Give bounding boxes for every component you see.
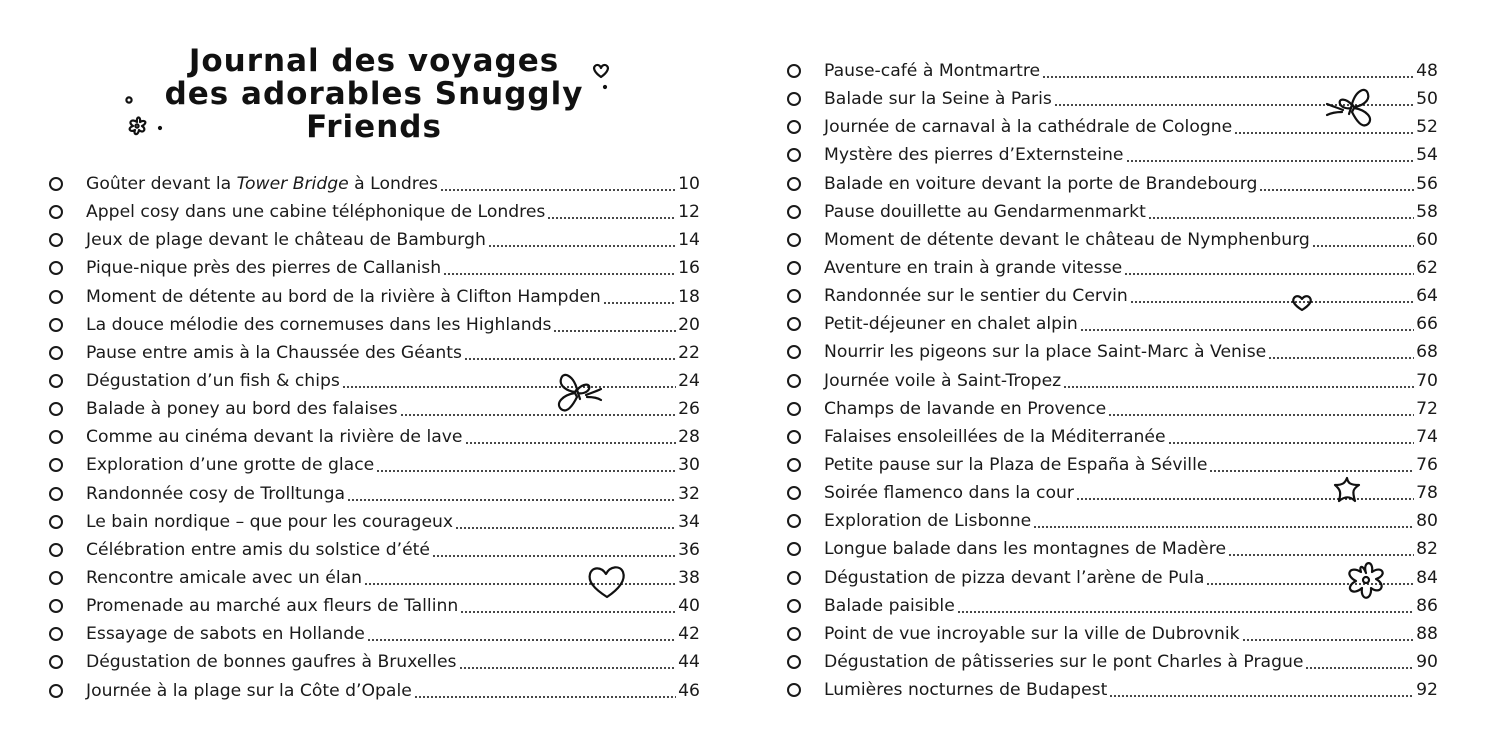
checkbox-circle[interactable]: [49, 458, 63, 472]
dot-leader: [376, 470, 676, 472]
entry-title: Promenade au marché aux fleurs de Tallinn: [86, 596, 459, 617]
page-number: 28: [678, 427, 700, 448]
page-number: 92: [1416, 680, 1438, 701]
entry-title: Journée voile à Saint-Tropez: [824, 370, 1062, 391]
toc-entry: [44, 536, 700, 564]
dot-leader: [364, 583, 676, 585]
page-number: 44: [678, 652, 700, 673]
checkbox-circle[interactable]: [787, 64, 801, 78]
entry-title: Moment de détente devant le château de Nymphenburg: [824, 229, 1310, 250]
page-number: 30: [678, 455, 700, 476]
toc-entry: [782, 507, 1438, 535]
checkbox-circle[interactable]: [787, 233, 801, 247]
checkbox-circle[interactable]: [787, 571, 801, 585]
entry-title: Goûter devant la Tower Bridge à Londres: [86, 174, 438, 195]
dot-leader: [1259, 189, 1414, 191]
checkbox-circle[interactable]: [49, 487, 63, 501]
toc-entry: [782, 226, 1438, 254]
dot-leader: [414, 696, 676, 698]
page-number: 24: [678, 371, 700, 392]
checkbox-circle[interactable]: [787, 514, 801, 528]
dot-leader: [1109, 695, 1414, 697]
page-number: 90: [1416, 652, 1438, 673]
entry-title: Dégustation de pâtisseries sur le pont Charles à Prague: [824, 652, 1304, 673]
entry-title: Soirée flamenco dans la cour: [824, 483, 1074, 504]
dot-leader: [342, 386, 676, 388]
entry-title: Petite pause sur la Plaza de España à Séville: [824, 455, 1208, 476]
toc-entry: [782, 648, 1438, 676]
toc-entry: [44, 677, 700, 705]
dot-leader: [547, 217, 676, 219]
page-number: 18: [678, 286, 700, 307]
page-number: 68: [1416, 342, 1438, 363]
dot-leader: [553, 330, 676, 332]
entry-title: Dégustation de bonnes gaufres à Bruxelles: [86, 652, 457, 673]
small-flower-icon: [124, 114, 150, 138]
dot-leader: [1242, 639, 1415, 641]
dot-leader: [1124, 273, 1414, 275]
page-number: 22: [678, 342, 700, 363]
checkbox-circle[interactable]: [787, 542, 801, 556]
checkbox-circle[interactable]: [49, 177, 63, 191]
entry-title: Journée de carnaval à la cathédrale de Cologne: [824, 117, 1233, 138]
dot-leader: [1305, 667, 1414, 669]
dot-leader: [440, 189, 676, 191]
toc-entry: [782, 620, 1438, 648]
toc-entry: [44, 226, 700, 254]
title-line-2: des adorables Snuggly: [164, 76, 584, 112]
entry-title: Pique-nique près des pierres de Callanish: [86, 258, 442, 279]
dot-leader: [367, 639, 676, 641]
entry-title: La douce mélodie des cornemuses dans les Highlands: [86, 314, 552, 335]
page-number: 86: [1416, 595, 1438, 616]
checkbox-circle[interactable]: [49, 346, 63, 360]
toc-entry: [44, 508, 700, 536]
title-line-3: Friends: [306, 109, 442, 145]
page-number: 32: [678, 483, 700, 504]
dot-leader: [347, 499, 676, 501]
checkbox-circle[interactable]: [787, 148, 801, 162]
entry-title: Mystère des pierres d’Externsteine: [824, 145, 1124, 166]
checkbox-circle[interactable]: [787, 205, 801, 219]
entry-title: Rencontre amicale avec un élan: [86, 568, 363, 589]
checkbox-circle[interactable]: [787, 599, 801, 613]
entry-title: Jeux de plage devant le château de Bamburgh: [86, 230, 486, 251]
page-number: 10: [678, 174, 700, 195]
dot-leader: [459, 667, 677, 669]
entry-title: Pause-café à Montmartre: [824, 61, 1041, 82]
toc-entry: [782, 367, 1438, 395]
page-number: 88: [1416, 623, 1438, 644]
checkbox-circle[interactable]: [49, 543, 63, 557]
entry-title: Petit-déjeuner en chalet alpin: [824, 314, 1078, 335]
toc-entry: [782, 170, 1438, 198]
checkbox-circle[interactable]: [787, 120, 801, 134]
toc-list-left: [44, 170, 700, 705]
checkbox-circle[interactable]: [787, 683, 801, 697]
checkbox-circle[interactable]: [49, 655, 63, 669]
checkbox-circle[interactable]: [787, 458, 801, 472]
checkbox-circle[interactable]: [49, 599, 63, 613]
entry-title: Dégustation d’un fish & chips: [86, 371, 340, 392]
toc-entry: [44, 311, 700, 339]
page-number: 36: [678, 539, 700, 560]
page-number: 82: [1416, 539, 1438, 560]
checkbox-circle[interactable]: [49, 402, 63, 416]
heart-icon: [585, 563, 629, 601]
checkbox-circle[interactable]: [787, 345, 801, 359]
dot-leader: [1076, 498, 1414, 500]
heart-icon: [1290, 293, 1314, 313]
checkbox-circle[interactable]: [49, 627, 63, 641]
toc-entry: [44, 451, 700, 479]
entry-title: Comme au cinéma devant la rivière de lave: [86, 427, 463, 448]
entry-title: Essayage de sabots en Hollande: [86, 624, 365, 645]
flower-icon: [1342, 557, 1390, 605]
page-number: 84: [1416, 567, 1438, 588]
page-number: 42: [678, 624, 700, 645]
small-heart-icon: [591, 62, 611, 80]
toc-entry: [782, 310, 1438, 338]
entry-title: Pause entre amis à la Chaussée des Géants: [86, 342, 462, 363]
toc-entry: [782, 198, 1438, 226]
page-number: 48: [1416, 61, 1438, 82]
dot-icon: [157, 125, 163, 131]
page-number: 50: [1416, 89, 1438, 110]
checkbox-circle[interactable]: [787, 655, 801, 669]
entry-title: Randonnée cosy de Trolltunga: [86, 483, 346, 504]
page-number: 78: [1416, 483, 1438, 504]
page-number: 14: [678, 230, 700, 251]
entry-title: Randonnée sur le sentier du Cervin: [824, 286, 1128, 307]
butterfly-icon: [553, 369, 605, 417]
checkbox-circle[interactable]: [787, 317, 801, 331]
page-number: 46: [678, 680, 700, 701]
toc-entry: [44, 648, 700, 676]
page-number: 70: [1416, 370, 1438, 391]
checkbox-circle[interactable]: [49, 374, 63, 388]
entry-title: Balade paisible: [824, 595, 955, 616]
page-number: 40: [678, 596, 700, 617]
toc-entry: [782, 141, 1438, 169]
page-number: 34: [678, 511, 700, 532]
checkbox-circle[interactable]: [787, 430, 801, 444]
page-number: 20: [678, 314, 700, 335]
page-number: 60: [1416, 229, 1438, 250]
entry-title: Journée à la plage sur la Côte d’Opale: [86, 680, 412, 701]
dot-leader: [1209, 470, 1414, 472]
dot-leader: [455, 527, 676, 529]
entry-title: Moment de détente au bord de la rivière à Clifton Hampden: [86, 286, 601, 307]
checkbox-circle[interactable]: [787, 486, 801, 500]
dot-leader: [464, 358, 676, 360]
butterfly-icon: [1322, 84, 1376, 132]
dot-leader: [1268, 357, 1414, 359]
page-number: 62: [1416, 258, 1438, 279]
dot-leader: [1234, 132, 1414, 134]
toc-entry: [782, 535, 1438, 563]
checkbox-circle[interactable]: [49, 318, 63, 332]
checkbox-circle[interactable]: [787, 402, 801, 416]
page-number: 66: [1416, 314, 1438, 335]
dot-leader: [957, 611, 1414, 613]
toc-entry: [782, 254, 1438, 282]
page-number: 12: [678, 202, 700, 223]
page-number: 58: [1416, 201, 1438, 222]
checkbox-circle[interactable]: [49, 430, 63, 444]
checkbox-circle[interactable]: [787, 374, 801, 388]
checkbox-circle[interactable]: [49, 261, 63, 275]
page-number: 74: [1416, 426, 1438, 447]
page-number: 26: [678, 399, 700, 420]
toc-entry: [44, 620, 700, 648]
checkbox-circle[interactable]: [787, 177, 801, 191]
entry-title: Point de vue incroyable sur la ville de Dubrovnik: [824, 623, 1240, 644]
entry-title: Célébration entre amis du solstice d’été: [86, 539, 430, 560]
toc-entry: [44, 283, 700, 311]
entry-title: Nourrir les pigeons sur la place Saint-Marc à Venise: [824, 342, 1267, 363]
checkbox-circle[interactable]: [49, 233, 63, 247]
dot-leader: [1033, 526, 1414, 528]
toc-entry: [782, 592, 1438, 620]
toc-entry: [782, 338, 1438, 366]
page-title: [139, 45, 609, 144]
page-number: 56: [1416, 173, 1438, 194]
entry-title: Falaises ensoleillées de la Méditerranée: [824, 426, 1166, 447]
page-number: 16: [678, 258, 700, 279]
dot-leader: [1108, 414, 1414, 416]
dot-leader: [1126, 160, 1415, 162]
checkbox-circle[interactable]: [49, 290, 63, 304]
checkbox-circle[interactable]: [787, 289, 801, 303]
entry-title: Balade sur la Seine à Paris: [824, 89, 1052, 110]
page-number: 54: [1416, 145, 1438, 166]
dot-leader: [1168, 442, 1415, 444]
toc-entry: [44, 339, 700, 367]
entry-title: Aventure en train à grande vitesse: [824, 258, 1123, 279]
toc-entry: [782, 423, 1438, 451]
checkbox-circle[interactable]: [787, 92, 801, 106]
dot-leader: [1063, 386, 1414, 388]
toc-entry: [44, 170, 700, 198]
toc-entry: [44, 254, 700, 282]
entry-title: Longue balade dans les montagnes de Madère: [824, 539, 1227, 560]
title-line-1: Journal des voyages: [188, 43, 560, 79]
toc-list-right: [782, 57, 1438, 704]
page-number: 38: [678, 568, 700, 589]
page-number: 72: [1416, 398, 1438, 419]
entry-title: Balade en voiture devant la porte de Brandebourg: [824, 173, 1258, 194]
entry-title: Exploration de Lisbonne: [824, 511, 1032, 532]
dot-icon: [602, 84, 608, 90]
toc-entry: [44, 198, 700, 226]
dot-leader: [443, 273, 676, 275]
dot-leader: [1130, 301, 1414, 303]
dot-leader: [1080, 329, 1414, 331]
page-number: 80: [1416, 511, 1438, 532]
dot-leader: [1148, 217, 1414, 219]
page-number: 64: [1416, 286, 1438, 307]
toc-entry: [782, 395, 1438, 423]
checkbox-circle[interactable]: [49, 515, 63, 529]
toc-entry: [782, 676, 1438, 704]
dot-leader: [603, 302, 676, 304]
entry-title: Balade à poney au bord des falaises: [86, 399, 398, 420]
entry-title: Exploration d’une grotte de glace: [86, 455, 375, 476]
toc-entry: [44, 480, 700, 508]
dot-leader: [488, 245, 676, 247]
toc-entry: [44, 423, 700, 451]
entry-title: Champs de lavande en Provence: [824, 398, 1107, 419]
checkbox-circle[interactable]: [787, 627, 801, 641]
small-circle-icon: [124, 95, 134, 105]
dot-leader: [460, 611, 676, 613]
dot-leader: [1042, 76, 1414, 78]
entry-title: Appel cosy dans une cabine téléphonique de Londres: [86, 202, 546, 223]
checkbox-circle[interactable]: [49, 684, 63, 698]
entry-title: Dégustation de pizza devant l’arène de Pula: [824, 567, 1205, 588]
checkbox-circle[interactable]: [49, 571, 63, 585]
checkbox-circle[interactable]: [49, 205, 63, 219]
dot-leader: [400, 414, 677, 416]
toc-entry: [782, 282, 1438, 310]
entry-title: Le bain nordique – que pour les courageux: [86, 511, 454, 532]
toc-entry: [782, 564, 1438, 592]
checkbox-circle[interactable]: [787, 261, 801, 275]
toc-entry: [782, 57, 1438, 85]
star-icon: [1331, 475, 1363, 505]
page-number: 52: [1416, 117, 1438, 138]
dot-leader: [465, 442, 677, 444]
entry-title: Lumières nocturnes de Budapest: [824, 680, 1108, 701]
dot-leader: [432, 555, 676, 557]
entry-title: Pause douillette au Gendarmenmarkt: [824, 201, 1146, 222]
page-number: 76: [1416, 455, 1438, 476]
dot-leader: [1312, 245, 1414, 247]
